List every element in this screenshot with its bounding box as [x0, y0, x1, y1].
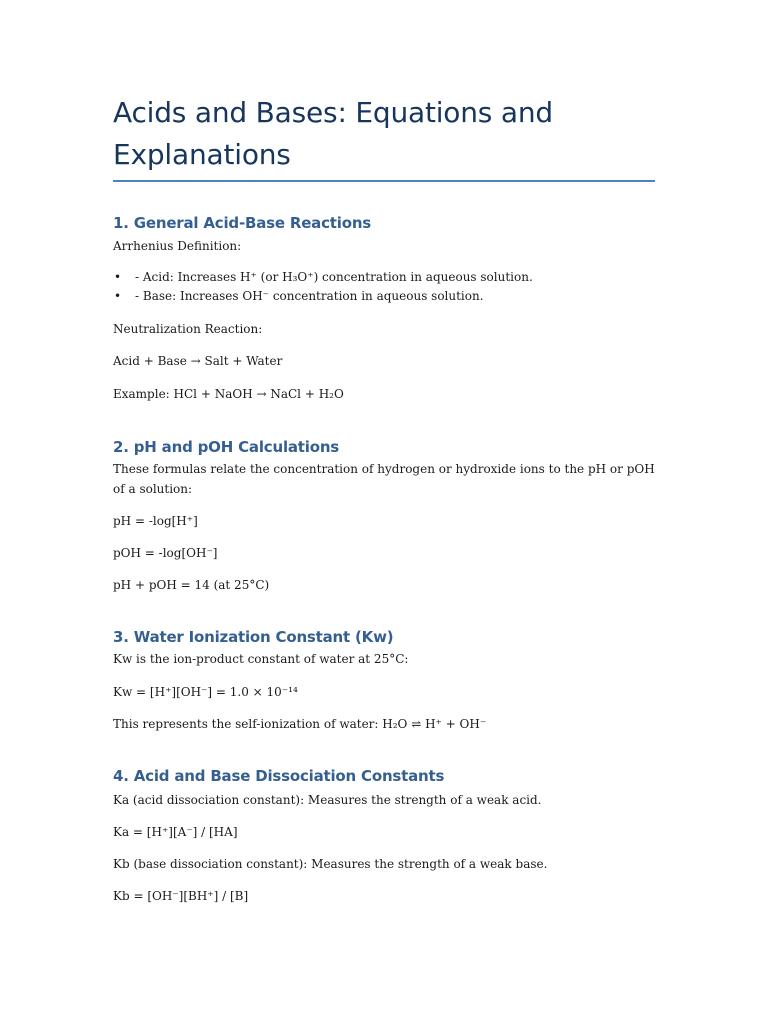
- document-title: Acids and Bases: Equations and Explanations: [113, 96, 553, 171]
- poh-formula: pOH = -log[OH⁻]: [113, 546, 218, 560]
- neutralization-example: Example: HCl + NaOH → NaCl + H₂O: [113, 387, 344, 401]
- section-heading-water-ionization-constant: 3. Water Ionization Constant (Kw): [113, 628, 394, 646]
- bullet-icon: •: [114, 289, 122, 303]
- self-ionization-text: This represents the self-ionization of water: H₂O ⇌ H⁺ + OH⁻: [113, 717, 487, 731]
- neutralization-reaction-label: Neutralization Reaction:: [113, 322, 263, 336]
- base-definition-text: - Base: Increases OH⁻ concentration in aqueous solution.: [135, 289, 484, 303]
- kw-formula: Kw = [H⁺][OH⁻] = 1.0 × 10⁻¹⁴: [113, 685, 298, 699]
- document-page: [113, 0, 655, 1024]
- ph-intro-paragraph: These formulas relate the concentration of hydrogen or hydroxide ions to the pH or pOH of a solution:: [113, 462, 655, 496]
- neutralization-equation: Acid + Base → Salt + Water: [113, 354, 283, 368]
- title-underline-rule: [113, 180, 655, 182]
- arrhenius-definition-label: Arrhenius Definition:: [113, 239, 242, 253]
- section-heading-dissociation-constants: 4. Acid and Base Dissociation Constants: [113, 767, 445, 785]
- ph-formula: pH = -log[H⁺]: [113, 514, 198, 528]
- section-heading-ph-poh-calculations: 2. pH and pOH Calculations: [113, 438, 340, 456]
- kb-description: Kb (base dissociation constant): Measures the strength of a weak base.: [113, 857, 548, 871]
- ka-description: Ka (acid dissociation constant): Measures the strength of a weak acid.: [113, 793, 542, 807]
- ka-formula: Ka = [H⁺][A⁻] / [HA]: [113, 825, 238, 839]
- acid-definition-text: - Acid: Increases H⁺ (or H₃O⁺) concentration in aqueous solution.: [135, 270, 533, 284]
- bullet-icon: •: [114, 270, 122, 284]
- ph-poh-sum-formula: pH + pOH = 14 (at 25°C): [113, 578, 270, 592]
- kw-intro-text: Kw is the ion-product constant of water at 25°C:: [113, 652, 409, 666]
- section-heading-general-acid-base-reactions: 1. General Acid-Base Reactions: [113, 214, 372, 232]
- kb-formula: Kb = [OH⁻][BH⁺] / [B]: [113, 889, 249, 903]
